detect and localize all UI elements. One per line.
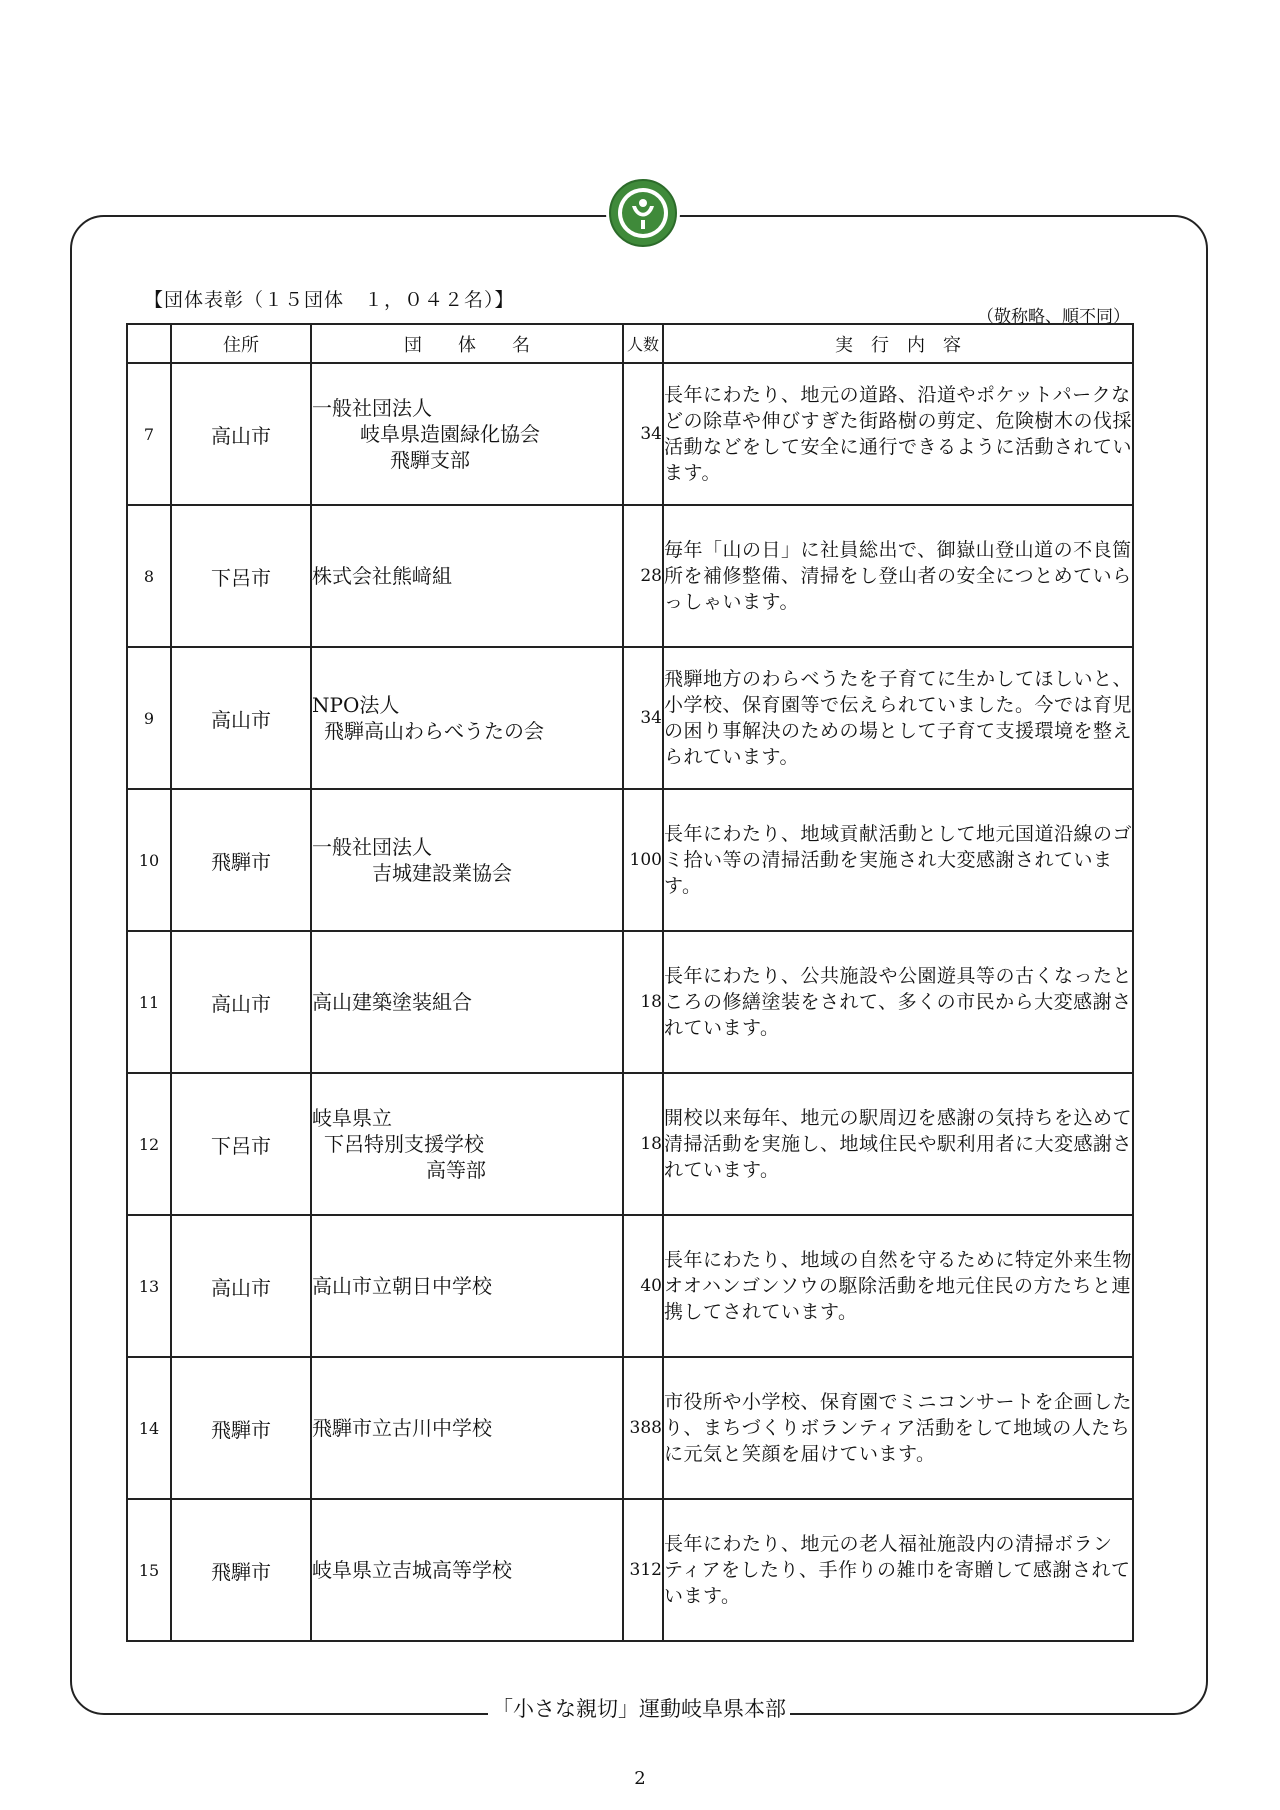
- row-count: 34: [623, 363, 663, 505]
- row-activity: 飛騨地方のわらべうたを子育てに生かしてほしいと、小学校、保育園等で伝えられていました。今では育児の困り事解決のための場として子育て支援環境を整えられています。: [663, 647, 1133, 789]
- row-organization: [311, 931, 623, 1073]
- org-line: 岐阜県立吉城高等学校: [312, 1558, 512, 1582]
- column-header-count: 人数: [623, 324, 663, 363]
- row-activity: 市役所や小学校、保育園でミニコンサートを企画したり、まちづくりボランティア活動をして地域の人たちに元気と笑顔を届けています。: [663, 1357, 1133, 1499]
- row-count: 100: [623, 789, 663, 931]
- row-number: 8: [127, 505, 171, 647]
- section-heading: 【団体表彰（１５団体 １，０４２名）】: [144, 289, 515, 311]
- row-city: 高山市: [171, 931, 311, 1073]
- row-count: 312: [623, 1499, 663, 1641]
- row-city: 高山市: [171, 363, 311, 505]
- org-line: 高山建築塗装組合: [312, 990, 472, 1014]
- table-header-row: [127, 324, 1133, 363]
- org-line: 吉城建設業協会: [372, 861, 512, 885]
- honorific-note: （敬称略、順不同）: [977, 307, 1130, 327]
- org-line: 一般社団法人: [312, 396, 432, 420]
- row-count: 28: [623, 505, 663, 647]
- row-count: 388: [623, 1357, 663, 1499]
- row-count: 40: [623, 1215, 663, 1357]
- row-organization: [311, 1073, 623, 1215]
- column-header-activity: 実 行 内 容: [663, 324, 1133, 363]
- row-city: 下呂市: [171, 1073, 311, 1215]
- table-row: [127, 931, 1133, 1073]
- org-line: 岐阜県立: [312, 1106, 392, 1130]
- org-line: 下呂特別支援学校: [324, 1132, 484, 1156]
- footer-text: 「小さな親切」運動岐阜県本部: [488, 1697, 790, 1721]
- kindness-movement-logo-icon: [606, 176, 680, 250]
- row-organization: [311, 647, 623, 789]
- org-line: 高等部: [426, 1158, 486, 1182]
- org-line: 飛騨市立古川中学校: [312, 1416, 492, 1440]
- row-city: 下呂市: [171, 505, 311, 647]
- table-row: [127, 1215, 1133, 1357]
- row-count: 18: [623, 931, 663, 1073]
- org-line: 飛騨支部: [390, 448, 470, 472]
- table-row: [127, 505, 1133, 647]
- row-activity: 長年にわたり、地元の道路、沿道やポケットパークなどの除草や伸びすぎた街路樹の剪定、危険樹木の伐採活動などをして安全に通行できるように活動されています。: [663, 363, 1133, 505]
- table-row: [127, 1357, 1133, 1499]
- page-number: 2: [634, 1768, 646, 1789]
- row-number: 9: [127, 647, 171, 789]
- row-count: 34: [623, 647, 663, 789]
- row-number: 14: [127, 1357, 171, 1499]
- row-activity: 毎年「山の日」に社員総出で、御嶽山登山道の不良箇所を補修整備、清掃をし登山者の安全につとめていらっしゃいます。: [663, 505, 1133, 647]
- org-line: NPO法人: [312, 693, 400, 717]
- row-number: 12: [127, 1073, 171, 1215]
- row-organization: [311, 1357, 623, 1499]
- row-activity: 長年にわたり、地元の老人福祉施設内の清掃ボランティアをしたり、手作りの雑巾を寄贈して感謝されています。: [663, 1499, 1133, 1641]
- org-line: 高山市立朝日中学校: [312, 1274, 492, 1298]
- row-number: 10: [127, 789, 171, 931]
- row-organization: [311, 1215, 623, 1357]
- table-row: [127, 647, 1133, 789]
- table-row: [127, 1073, 1133, 1215]
- row-organization: [311, 789, 623, 931]
- award-table: [126, 323, 1134, 1642]
- row-city: 飛騨市: [171, 789, 311, 931]
- row-number: 13: [127, 1215, 171, 1357]
- row-organization: [311, 1499, 623, 1641]
- org-line: 飛騨高山わらべうたの会: [324, 719, 544, 743]
- row-organization: [311, 363, 623, 505]
- table-row: [127, 1499, 1133, 1641]
- table-row: [127, 363, 1133, 505]
- row-city: 飛騨市: [171, 1499, 311, 1641]
- row-activity: 長年にわたり、公共施設や公園遊具等の古くなったところの修繕塗装をされて、多くの市民から大変感謝されています。: [663, 931, 1133, 1073]
- row-number: 11: [127, 931, 171, 1073]
- row-city: 高山市: [171, 647, 311, 789]
- row-number: 15: [127, 1499, 171, 1641]
- table-row: [127, 789, 1133, 931]
- column-header-name: 団 体 名: [311, 324, 623, 363]
- column-header-address: 住所: [171, 324, 311, 363]
- row-city: 飛騨市: [171, 1357, 311, 1499]
- column-header-number: [127, 324, 171, 363]
- org-line: 株式会社熊﨑組: [312, 564, 452, 588]
- row-number: 7: [127, 363, 171, 505]
- row-activity: 長年にわたり、地域貢献活動として地元国道沿線のゴミ拾い等の清掃活動を実施され大変感謝されています。: [663, 789, 1133, 931]
- row-city: 高山市: [171, 1215, 311, 1357]
- org-line: 岐阜県造園緑化協会: [360, 422, 540, 446]
- org-line: 一般社団法人: [312, 835, 432, 859]
- row-activity: 長年にわたり、地域の自然を守るために特定外来生物オオハンゴンソウの駆除活動を地元住民の方たちと連携してされています。: [663, 1215, 1133, 1357]
- row-organization: [311, 505, 623, 647]
- footer-organization: [70, 1693, 1208, 1723]
- row-count: 18: [623, 1073, 663, 1215]
- row-activity: 開校以来毎年、地元の駅周辺を感謝の気持ちを込めて清掃活動を実施し、地域住民や駅利用者に大変感謝されています。: [663, 1073, 1133, 1215]
